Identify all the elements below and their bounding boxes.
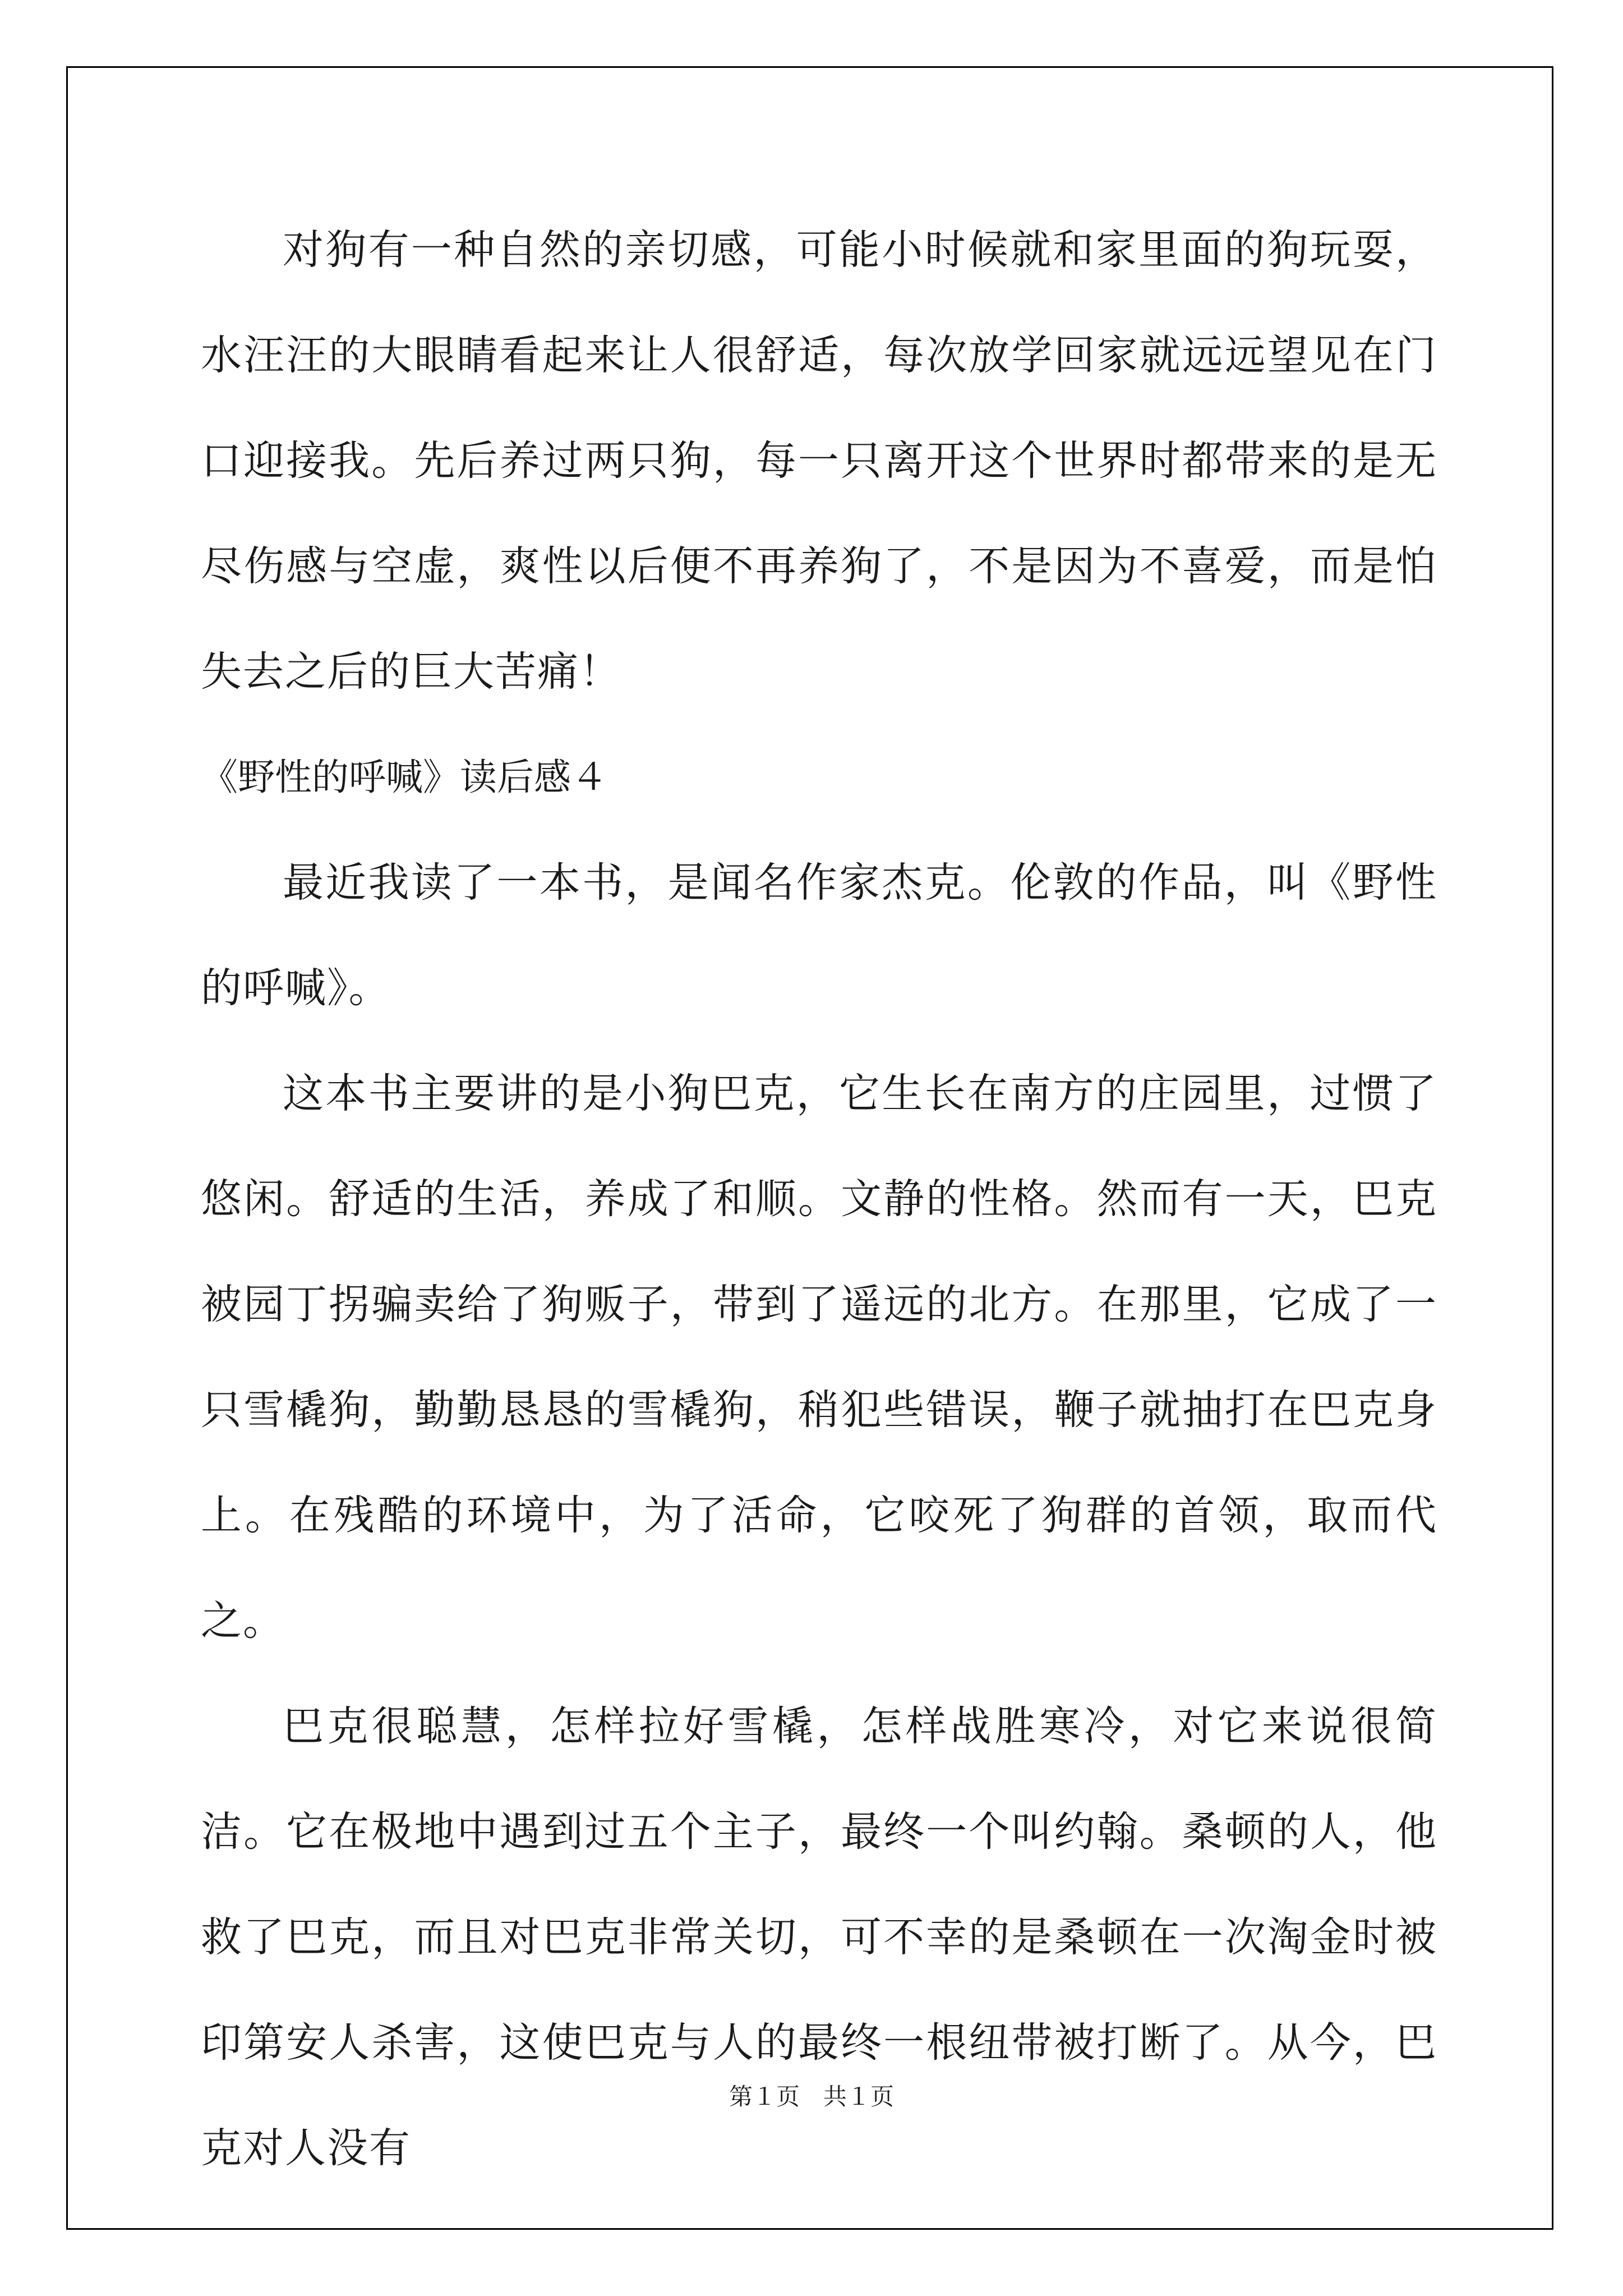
- section-heading: 《野性的呼喊》读后感４: [201, 756, 608, 799]
- paragraph-4: 巴克很聪慧，怎样拉好雪橇，怎样战胜寒冷，对它来说很简洁。它在极地中遇到过五个主子，最终一个叫约翰。桑顿的人，他救了巴克，而且对巴克非常关切，可不幸的是桑顿在一次淘金时被印第安人杀害，这使巴克与人的最终一根纽带被打断了。从今，巴克对人没有: [201, 1703, 1437, 2172]
- paragraph-2: 最近我读了一本书，是闻名作家杰克。伦敦的作品，叫《野性的呼喊》。: [201, 859, 1437, 1012]
- paragraph-3: 这本书主要讲的是小狗巴克，它生长在南方的庄园里，过惯了悠闲。舒适的生活，养成了和顺。文静的性格。然而有一天，巴克被园丁拐骗卖给了狗贩子，带到了遥远的北方。在那里，它成了一只雪橇狗，勤勤恳恳的雪橇狗，稍犯些错误，鞭子就抽打在巴克身上。在残酷的环境中，为了活命，它咬死了狗群的首领，取而代之。: [201, 1070, 1437, 1645]
- page-number-footer: 第１页 共１页: [728, 2083, 894, 2110]
- paragraph-1: 对狗有一种自然的亲切感，可能小时候就和家里面的狗玩耍，水汪汪的大眼睛看起来让人很舒适，每次放学回家就远远望见在门口迎接我。先后养过两只狗，每一只离开这个世界时都带来的是无尽伤感与空虚，爽性以后便不再养狗了，不是因为不喜爱，而是怕失去之后的巨大苦痛！: [201, 226, 1437, 696]
- document-body: [201, 197, 1437, 2201]
